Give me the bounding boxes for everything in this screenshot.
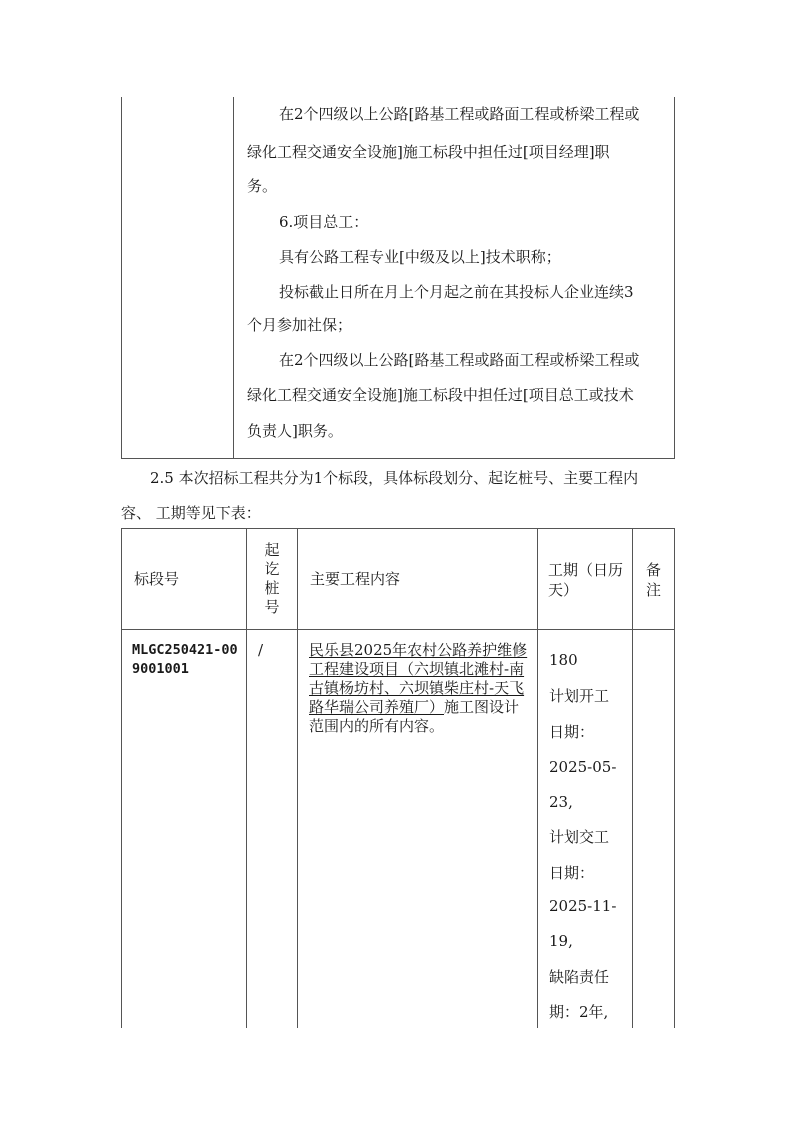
header-remarks-char: 注 <box>645 581 661 599</box>
top-table-right-border <box>674 97 675 459</box>
table-col-border <box>297 528 298 1028</box>
period-line: 计划开工 <box>549 687 610 705</box>
header-stake-char: 桩 <box>264 579 280 597</box>
header-stake-char: 讫 <box>264 560 280 578</box>
paragraph-line-1: 2.5 本次招标工程共分为1个标段，具体标段划分、起讫桩号、主要工程内 <box>150 469 639 487</box>
header-remarks <box>633 560 674 600</box>
paragraph-line-2: 容、 工期等见下表： <box>121 504 261 522</box>
row-stake: / <box>258 641 264 659</box>
period-line: 期：2年, <box>549 1003 609 1021</box>
period-line: 计划交工 <box>549 828 610 846</box>
top-line: 具有公路工程专业[中级及以上]技术职称； <box>279 248 561 266</box>
period-line: 23, <box>549 793 573 811</box>
header-section-no: 标段号 <box>134 570 180 588</box>
top-line: 绿化工程交通安全设施]施工标段中担任过[项目总工或技术 <box>247 386 634 404</box>
header-remarks-char: 备 <box>645 561 661 579</box>
top-line: 个月参加社保； <box>247 316 353 334</box>
header-stake-no <box>252 541 292 617</box>
period-line: 2025-11- <box>549 897 617 915</box>
row-content <box>309 641 531 736</box>
top-line: 6.项目总工： <box>279 213 369 231</box>
top-line: 在2个四级以上公路[路基工程或路面工程或桥梁工程或 <box>279 105 640 123</box>
header-stake-char: 号 <box>264 598 280 616</box>
table-col-border <box>537 528 538 1028</box>
row-content-project: 民乐县2025年农村公路养护维修工程建设项目（六坝镇北滩村-南古镇杨坊村、六坝镇柴庄村-天飞路华瑞公司养殖厂） <box>309 641 528 716</box>
period-line: 日期： <box>549 864 595 882</box>
row-section-no: MLGC250421-009001001 <box>132 642 238 677</box>
header-content: 主要工程内容 <box>310 570 401 588</box>
top-line: 在2个四级以上公路[路基工程或路面工程或桥梁工程或 <box>279 351 640 369</box>
period-line: 缺陷责任 <box>549 968 610 986</box>
top-line: 投标截止日所在月上个月起之前在其投标人企业连续3 <box>279 283 634 301</box>
header-period: 工期（日历天） <box>548 561 624 599</box>
period-line: 2025-05- <box>549 758 617 776</box>
top-line: 负责人]职务。 <box>247 422 343 440</box>
top-table-left-border <box>121 97 122 459</box>
table-col-border <box>632 528 633 1028</box>
top-table-divider <box>233 97 234 459</box>
period-line: 19, <box>549 932 573 950</box>
period-line: 日期： <box>549 723 595 741</box>
table-col-border <box>246 528 247 1028</box>
header-stake-char: 起 <box>264 541 280 559</box>
top-line: 务。 <box>247 177 278 195</box>
table-top-border <box>121 528 675 529</box>
table-header-divider <box>121 629 675 630</box>
top-line: 绿化工程交通安全设施]施工标段中担任过[项目经理]职 <box>247 143 610 161</box>
table-col-border <box>674 528 675 1028</box>
table-col-border <box>121 528 122 1028</box>
period-line: 180 <box>549 651 578 669</box>
top-table-bottom-border <box>121 458 675 459</box>
row-content-tail: 施工图设计范围内的所有内容。 <box>309 698 520 735</box>
